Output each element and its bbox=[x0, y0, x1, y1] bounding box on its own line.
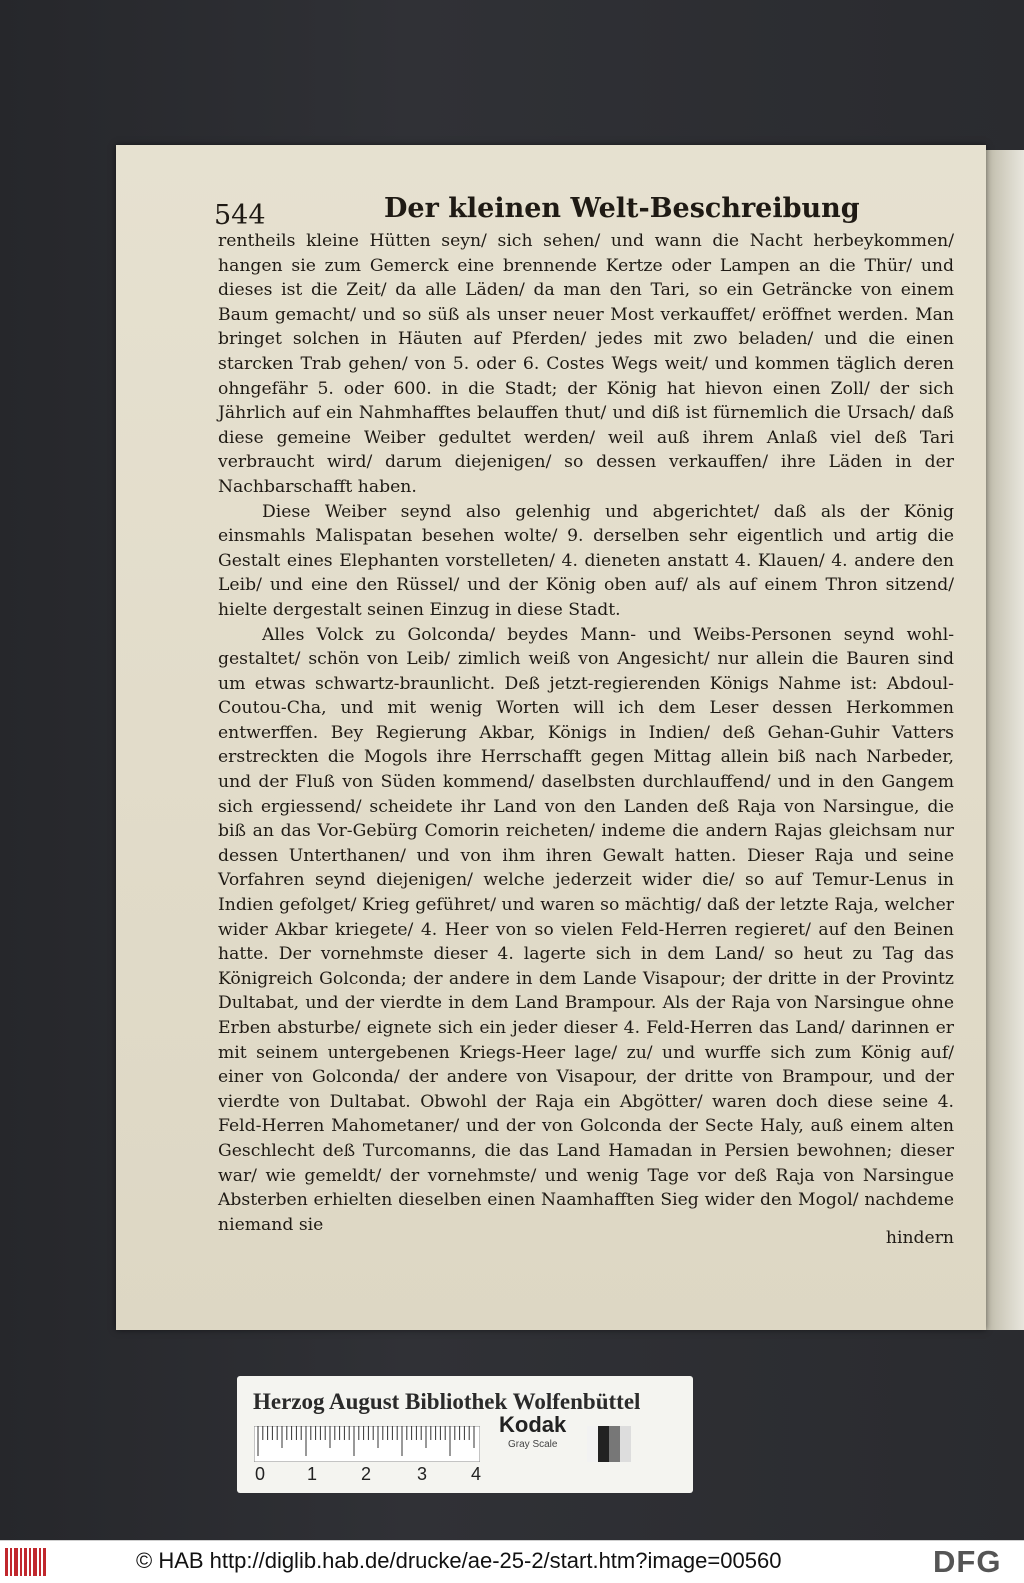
footer-bar bbox=[0, 1540, 1024, 1583]
grayscale-label: Gray Scale bbox=[508, 1439, 558, 1450]
patch-white bbox=[587, 1426, 598, 1462]
patch-mid bbox=[609, 1426, 620, 1462]
color-calibration-card bbox=[237, 1376, 693, 1493]
book-page bbox=[116, 145, 986, 1330]
scale-digit-0: 0 bbox=[255, 1464, 266, 1484]
scale-digit-3: 3 bbox=[417, 1464, 428, 1484]
running-head: Der kleinen Welt-Beschreibung bbox=[384, 193, 860, 224]
kodak-logo: Kodak bbox=[499, 1412, 567, 1437]
next-page-edge bbox=[985, 150, 1024, 1330]
paragraph-3: Alles Volck zu Golconda/ beydes Mann- und Weibs-Personen seynd wohl-gestaltet/ schön von Leib/ zimlich weiß von Angesicht/ nur allein die Bauren sind um etwas schwartz-braunlicht. Deß jetzt-regierenden Königs Nahme ist: Abdoul-Coutou-Cha, und mit wenig Worten will ich dem Leser dessen Herkommen entwerffen. Bey Regierung Akbar, Königs in Indien/ deß Gehan-Guhir Vatters erstreckten die Mogols ihre Herrschafft gegen Mittag allein biß nach Narbeder, und der Fluß von Süden kommend/ daselbsten durchlauffend/ und in den Gangem sich ergiessend/ scheidete ihr Land von den Landen deß Raja von Narsingue, die biß an das Vor-Gebürg Comorin reicheten/ indeme die andern Rajas gleichsam nur dessen Unterthanen/ und von ihm ihren Gewalt hatten. Dieser Raja und seine Vorfahren seynd diejenigen/ welche jederzeit wider die/ so auf Temur-Lenus in Indien gefolget/ Krieg geführet/ und waren so mächtig/ daß der letzte Raja, welcher wider Akbar kriegete/ 4. Heer von so vielen Feld-Herren regieret/ auf den Beinen hatte. Der vornehmste dieser 4. lagerte sich in dem Land/ so heut zu Tag das Königreich Golconda; der andere in dem Lande Visapour; der dritte in der Provintz Dultabat, und der vierdte in dem Land Brampour. Als der Raja von Narsingue ohne Erben absturbe/ eignete sich ein jeder dieser 4. Feld-Herren das Land/ darinnen er mit seinem untergebenen Kriegs-Heer lage/ zu/ und wurffe sich zum König auf/ einer von Golconda/ der andere von Visapour, der dritte von Brampour, und der vierdte von Dultabat. Obwohl der Raja ein Abgötter/ waren doch diese seine 4. Feld-Herren Mahometaner/ und der von Golconda der Secte Haly, auß einem alten Geschlecht deß Turcomanns, die das Land Hamadan in Persien bewohnen; dieser war/ wie gemeldt/ der vornehmste/ und wenig Tage vor deß Raja von Narsingue Absterben erhielten dieselben einen Naamhafften Sieg wider den Mogol/ nachdeme niemand sie bbox=[218, 624, 954, 1235]
catchword: hindern bbox=[885, 1228, 954, 1248]
credit-link[interactable]: © HAB http://diglib.hab.de/drucke/ae-25-2/start.htm?image=00560 bbox=[136, 1548, 782, 1573]
patch-light bbox=[620, 1426, 631, 1462]
scale-digit-1: 1 bbox=[307, 1464, 318, 1484]
grayscale-patches bbox=[587, 1426, 631, 1462]
paragraph-2: Diese Weiber seynd also gelenhig und abgerichtet/ daß als der König einsmahls Malispatan besehen wolte/ 9. derselben sehr eigentlich und artig die Gestalt eines Elephanten vorstelleten/ 4. dieneten anstatt 4. Klauen/ 4. andere den Leib/ und eine den Rüssel/ und der König oben auf/ als auf einem Thron sitzend/ hielte dergestalt seinen Einzug in diese Stadt. bbox=[218, 501, 954, 620]
body-text bbox=[218, 229, 954, 1237]
patch-dark bbox=[598, 1426, 609, 1462]
page-number: 544 bbox=[214, 200, 266, 231]
scale-digit-2: 2 bbox=[361, 1464, 372, 1484]
dfg-logo: DFG bbox=[933, 1544, 1002, 1579]
paragraph-1: rentheils kleine Hütten seyn/ sich sehen/ und wann die Nacht herbeykommen/ hangen sie zum Gemerck eine brennende Kertze oder Lampen an die Thür/ und dieses ist die Zeit/ da alle Läden/ da man den Tari, so ein Geträncke von einem Baum gemacht/ und so süß als unser neuer Most verkauffet/ eröffnet werden. Man bringet solchen in Häuten auf Pferden/ jedes mit zwo beladen/ und die einen starcken Trab gehen/ von 5. oder 6. Costes Wegs weit/ und kommen täglich deren ohngefähr 5. oder 600. in die Stadt; der König hat hievon einen Zoll/ der sich Jährlich auf ein Nahmhafftes belauffen thut/ und diß ist fürnemlich die Ursach/ daß diese gemeine Weiber gedultet werden/ weil auß ihrem Anlaß viel deß Tari verbraucht wird/ darum diejenigen/ so dessen verkauffen/ ihre Läden in der Nachbarschafft haben. bbox=[218, 231, 954, 497]
ruler-scale-icon bbox=[254, 1426, 480, 1462]
card-title: Herzog August Bibliothek Wolfenbüttel bbox=[253, 1389, 641, 1414]
scale-digit-4: 4 bbox=[471, 1464, 482, 1484]
barcode-icon bbox=[5, 1546, 49, 1578]
